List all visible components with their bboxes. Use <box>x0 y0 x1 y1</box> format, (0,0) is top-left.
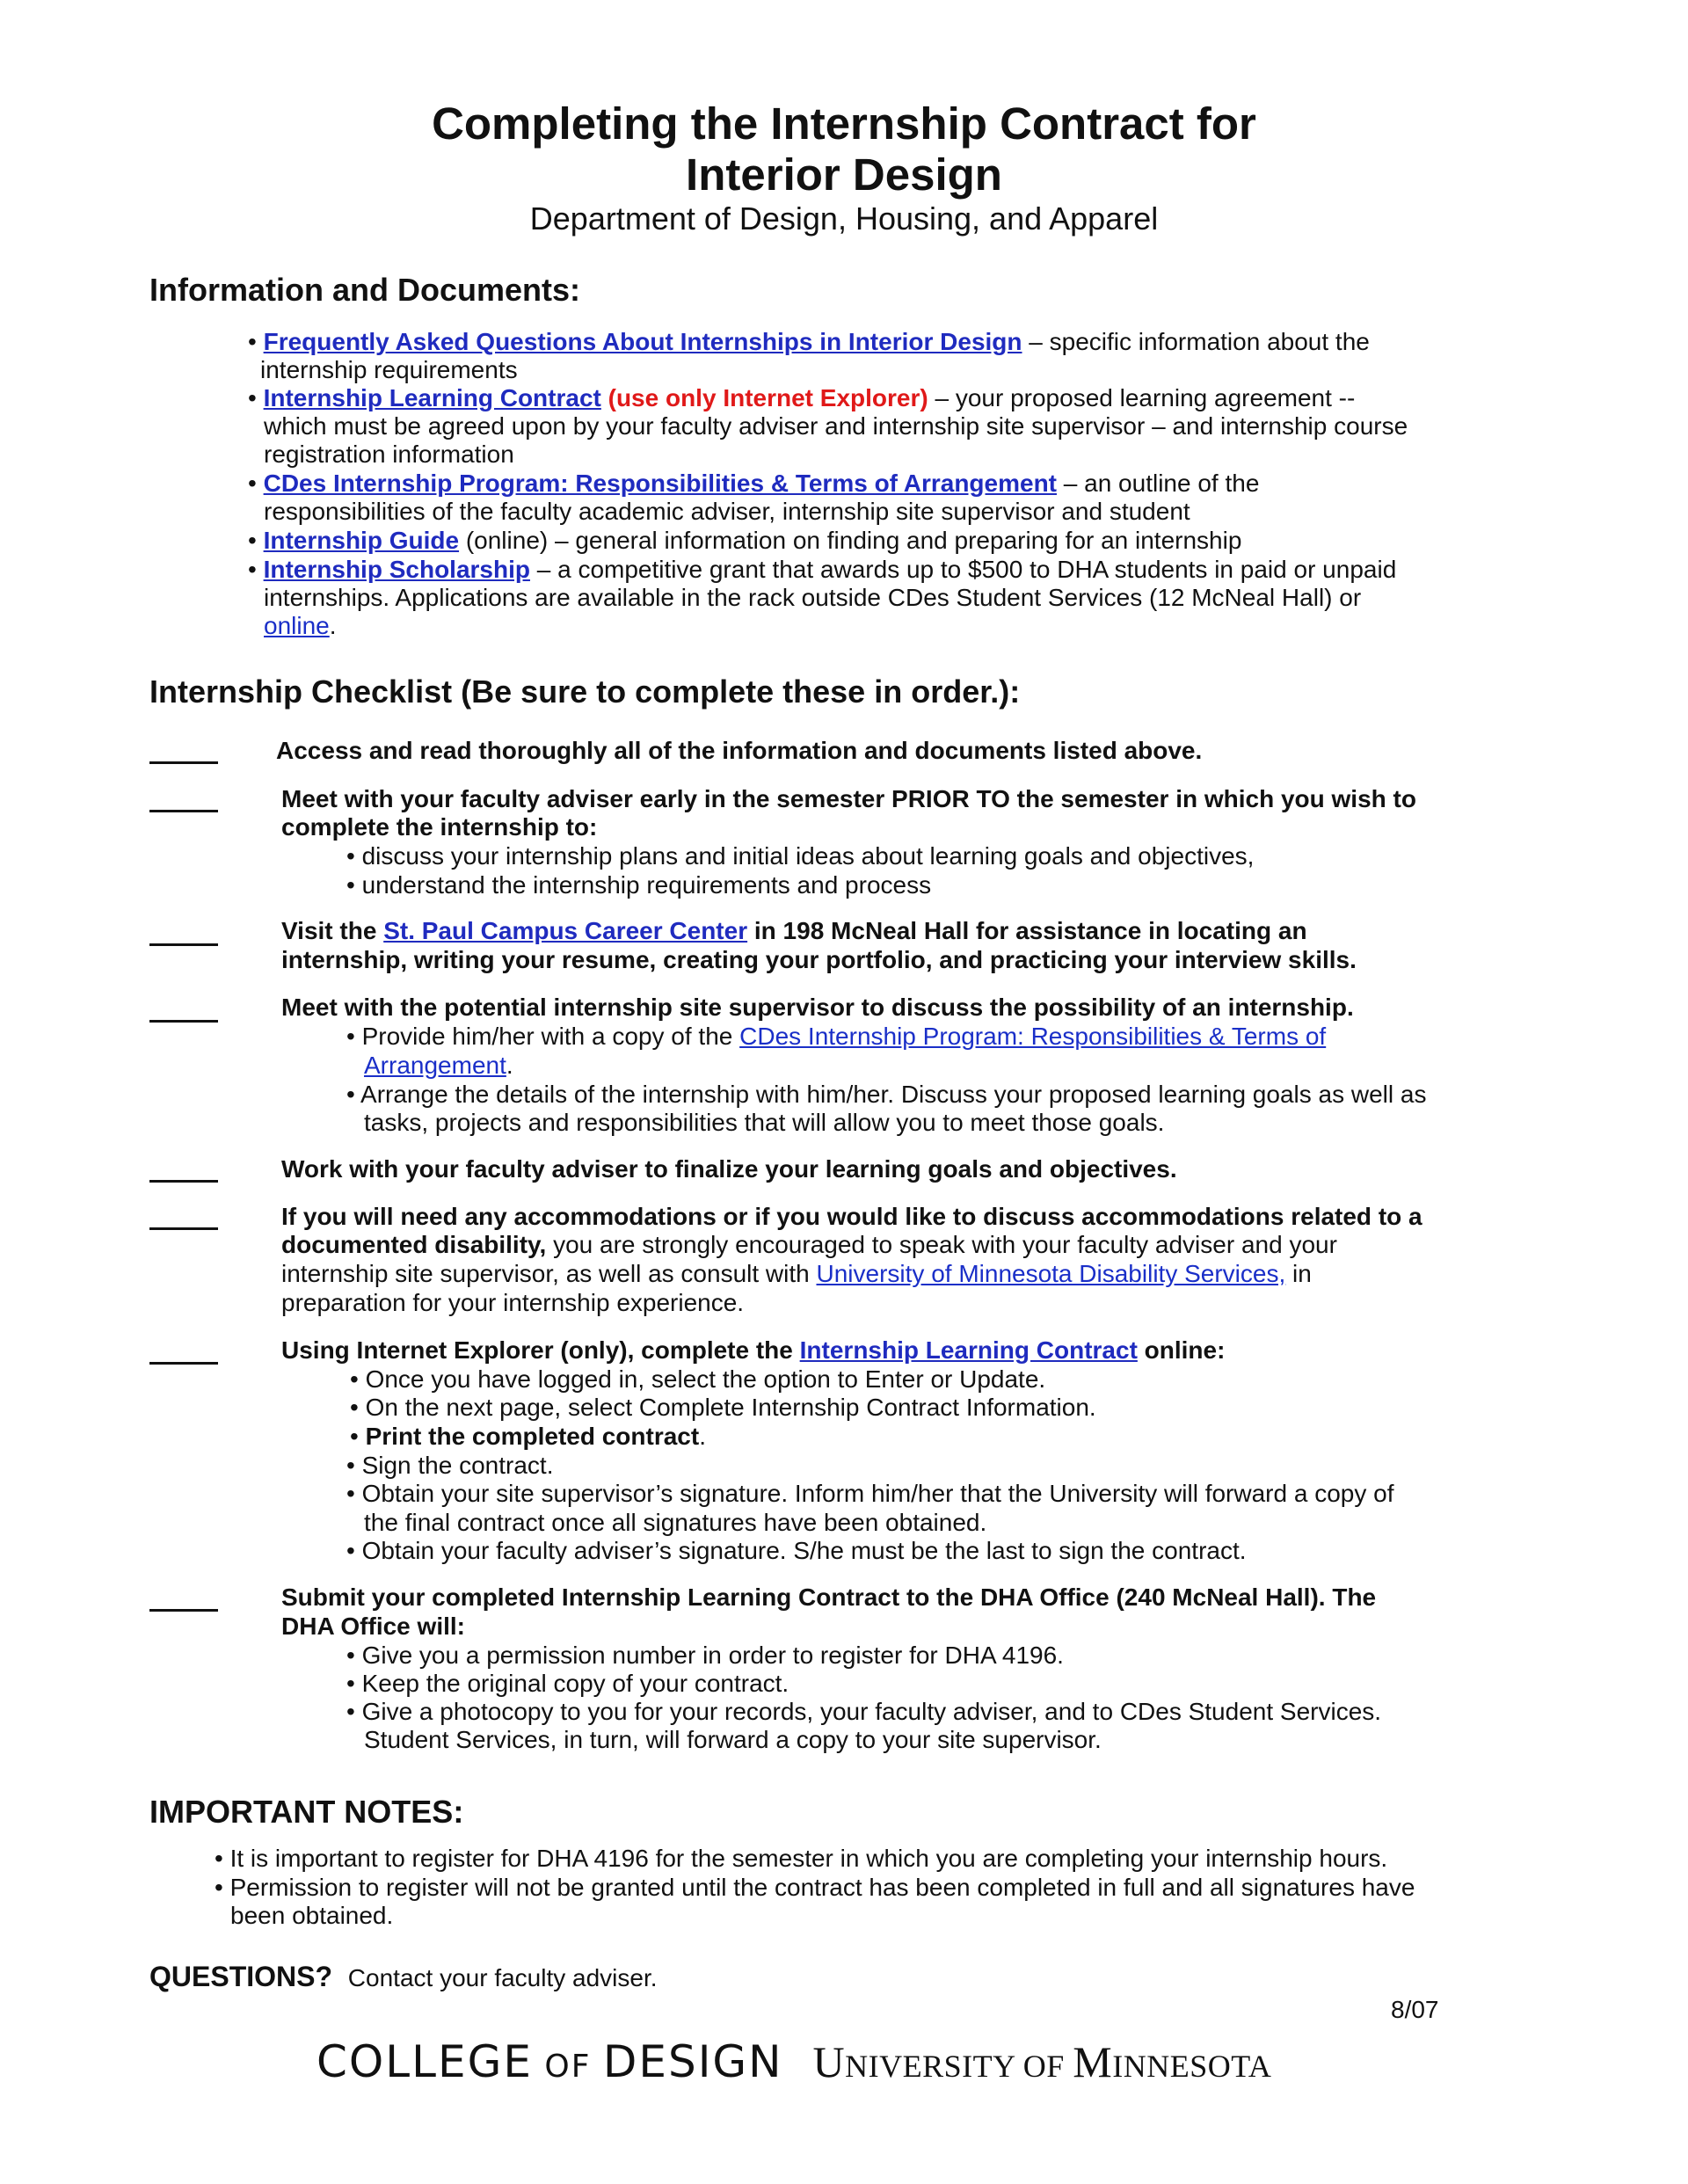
step-3-text-cont: internship, writing your resume, creating your portfolio, and practicing your interview skills. <box>281 946 1357 973</box>
info-item-program: • CDes Internship Program: Responsibilities & Terms of Arrangement – an outline of the <box>248 470 1260 497</box>
checklist-heading: Internship Checklist (Be sure to complete these in order.): <box>149 673 1021 710</box>
step-4-bullet-1-cont <box>364 1052 513 1080</box>
questions-label: QUESTIONS? <box>149 1961 333 1992</box>
guide-link[interactable]: Internship Guide <box>263 527 460 554</box>
checkbox-blank-3[interactable] <box>149 943 218 946</box>
step-2-text-cont: complete the internship to: <box>281 813 598 841</box>
step-7-bullet-3-bold: Print the completed contract <box>365 1423 700 1450</box>
step-6-text-4: preparation for your internship experience. <box>281 1289 745 1316</box>
scholarship-link[interactable]: Internship Scholarship <box>263 556 530 583</box>
period-3: . <box>699 1423 706 1450</box>
step-3-pre: Visit the <box>281 917 384 944</box>
contract-desc: – your proposed learning agreement -- <box>928 384 1356 411</box>
program-terms-link[interactable]: CDes Internship Program: Responsibilities & Terms of <box>739 1023 1327 1050</box>
revision-date: 8/07 <box>1391 1996 1439 2023</box>
logo-m: M <box>1073 2037 1113 2086</box>
step-4-text: Meet with the potential internship site supervisor to discuss the possibility of an internship. <box>281 994 1354 1021</box>
step-6-text: If you will need any accommodations or if you would like to discuss accommodations related to a <box>281 1203 1422 1230</box>
step-3-post: in 198 McNeal Hall for assistance in locating an <box>747 917 1307 944</box>
page-title: Completing the Internship Contract for <box>432 98 1256 149</box>
logo-of-2: OF <box>1015 2049 1073 2084</box>
step-7-text <box>281 1336 1225 1365</box>
checkbox-blank-4[interactable] <box>149 1020 218 1023</box>
info-heading: Information and Documents: <box>149 272 581 308</box>
step-2-bullet-2: • understand the internship requirements and process <box>346 871 932 899</box>
contract-note: (use only Internet Explorer) <box>600 384 928 411</box>
step-6-text-3 <box>281 1260 1312 1288</box>
info-item-faq: • Frequently Asked Questions About Internships in Interior Design – specific information about the <box>248 328 1370 355</box>
step-2-bullet-1: • discuss your internship plans and initial ideas about learning goals and objectives, <box>346 842 1255 870</box>
info-item-scholarship: • Internship Scholarship – a competitive grant that awards up to $500 to DHA students in paid or unpaid <box>248 556 1397 583</box>
contract-desc-cont2: registration information <box>264 440 514 468</box>
step-8-text-cont: DHA Office will: <box>281 1613 465 1640</box>
checkbox-blank-5[interactable] <box>149 1180 218 1183</box>
step-8-text: Submit your completed Internship Learning Contract to the DHA Office (240 McNeal Hall). The <box>281 1583 1377 1611</box>
period-2: . <box>506 1052 513 1079</box>
checkbox-blank-7[interactable] <box>149 1362 218 1365</box>
questions-line <box>149 1962 658 1992</box>
note-2-cont: been obtained. <box>230 1902 394 1929</box>
career-center-link[interactable]: St. Paul Campus Career Center <box>383 917 748 944</box>
logo-college: COLLEGE <box>316 2036 533 2087</box>
step-4-bullet-1-pre: • Provide him/her with a copy of the <box>346 1023 740 1050</box>
notes-heading: IMPORTANT NOTES: <box>149 1794 464 1830</box>
step-7-bullet-5: • Obtain your site supervisor’s signature. Inform him/her that the University will forward a copy of <box>346 1480 1394 1507</box>
step-8-bullet-2: • Keep the original copy of your contract. <box>346 1670 789 1697</box>
step-4-bullet-2-cont: tasks, projects and responsibilities that will allow you to meet those goals. <box>364 1109 1165 1136</box>
note-1: • It is important to register for DHA 4196 for the semester in which you are completing your internship hours. <box>215 1845 1388 1872</box>
scholarship-desc: – a competitive grant that awards up to $500 to DHA students in paid or unpaid <box>529 556 1397 583</box>
checkbox-blank-6[interactable] <box>149 1227 218 1230</box>
checkbox-blank-8[interactable] <box>149 1609 218 1612</box>
logo-niversity: NIVERSITY <box>845 2049 1015 2084</box>
step-4-bullet-2: • Arrange the details of the internship with him/her. Discuss your proposed learning goals as well as <box>346 1081 1427 1108</box>
step-7-bullet-3-mark: • <box>350 1423 366 1450</box>
program-desc: – an outline of the <box>1057 470 1260 497</box>
disability-services-link[interactable]: University of Minnesota Disability Services, <box>816 1260 1286 1287</box>
guide-desc: (online) – general information on finding and preparing for an internship <box>459 527 1242 554</box>
program-link[interactable]: CDes Internship Program: Responsibilities & Terms of Arrangement <box>263 470 1057 497</box>
step-6-bold: documented disability, <box>281 1231 547 1258</box>
logo-design: DESIGN <box>602 2036 783 2087</box>
checkbox-blank-1[interactable] <box>149 761 218 764</box>
step-6-pre: internship site supervisor, as well as consult with <box>281 1260 817 1287</box>
step-1-text: Access and read thoroughly all of the information and documents listed above. <box>276 737 1203 764</box>
step-7-bullet-5-cont: the final contract once all signatures have been obtained. <box>364 1509 987 1536</box>
step-2-text: Meet with your faculty adviser early in the semester PRIOR TO the semester in which you wish to <box>281 785 1416 812</box>
step-8-bullet-3-cont: Student Services, in turn, will forward a copy to your site supervisor. <box>364 1726 1102 1753</box>
step-7-bullet-4: • Sign the contract. <box>346 1452 554 1479</box>
logo-university <box>813 2037 1272 2086</box>
program-desc-cont: responsibilities of the faculty academic adviser, internship site supervisor and student <box>264 498 1190 525</box>
college-university-logo <box>316 2036 1271 2087</box>
note-2: • Permission to register will not be granted until the contract has been completed in full and all signatures have <box>215 1874 1415 1901</box>
contract-desc-cont: which must be agreed upon by your faculty adviser and internship site supervisor – and internship course <box>264 412 1408 440</box>
step-6-rest: you are strongly encouraged to speak with your faculty adviser and your <box>546 1231 1337 1258</box>
faq-desc-cont: internship requirements <box>260 356 518 383</box>
logo-of-1: OF <box>532 2049 603 2085</box>
period: . <box>329 612 337 639</box>
online-link[interactable]: online <box>264 612 330 639</box>
contract-link[interactable]: Internship Learning Contract <box>263 384 601 411</box>
checkbox-blank-2[interactable] <box>149 810 218 812</box>
step-3-text <box>281 917 1307 945</box>
info-item-contract: • Internship Learning Contract (use only Internet Explorer) – your proposed learning agreement -- <box>248 384 1356 411</box>
info-item-guide: • Internship Guide (online) – general information on finding and preparing for an internship <box>248 527 1242 554</box>
step-8-bullet-3: • Give a photocopy to you for your records, your faculty adviser, and to CDes Student Services. <box>346 1698 1382 1725</box>
questions-text: Contact your faculty adviser. <box>347 1964 658 1991</box>
logo-u: U <box>812 2037 846 2086</box>
step-7-bullet-1: • Once you have logged in, select the option to Enter or Update. <box>350 1365 1046 1393</box>
page-subtitle: Department of Design, Housing, and Apparel <box>529 200 1159 237</box>
logo-innesota: INNESOTA <box>1112 2049 1272 2084</box>
step-7-bullet-3 <box>350 1423 706 1451</box>
step-7-pre: Using Internet Explorer (only), complete the <box>281 1336 800 1364</box>
faq-link[interactable]: Frequently Asked Questions About Internships in Interior Design <box>263 328 1022 355</box>
scholarship-desc-cont: internships. Applications are available in the rack outside CDes Student Services (12 McNeal Hall) or <box>264 584 1362 611</box>
step-7-bullet-2: • On the next page, select Complete Internship Contract Information. <box>350 1394 1096 1421</box>
step-6-text-2 <box>281 1231 1337 1259</box>
learning-contract-link[interactable]: Internship Learning Contract <box>799 1336 1138 1364</box>
step-6-post: in <box>1285 1260 1312 1287</box>
page-title-line2: Interior Design <box>686 149 1002 200</box>
scholarship-online <box>264 612 337 640</box>
arrangement-link[interactable]: Arrangement <box>364 1052 506 1079</box>
step-7-bullet-6: • Obtain your faculty adviser’s signature. S/he must be the last to sign the contract. <box>346 1537 1247 1564</box>
step-5-text: Work with your faculty adviser to finalize your learning goals and objectives. <box>281 1155 1177 1183</box>
faq-desc: – specific information about the <box>1022 328 1370 355</box>
step-4-bullet-1 <box>346 1023 1326 1051</box>
step-8-bullet-1: • Give you a permission number in order to register for DHA 4196. <box>346 1642 1064 1669</box>
step-7-post: online: <box>1137 1336 1226 1364</box>
